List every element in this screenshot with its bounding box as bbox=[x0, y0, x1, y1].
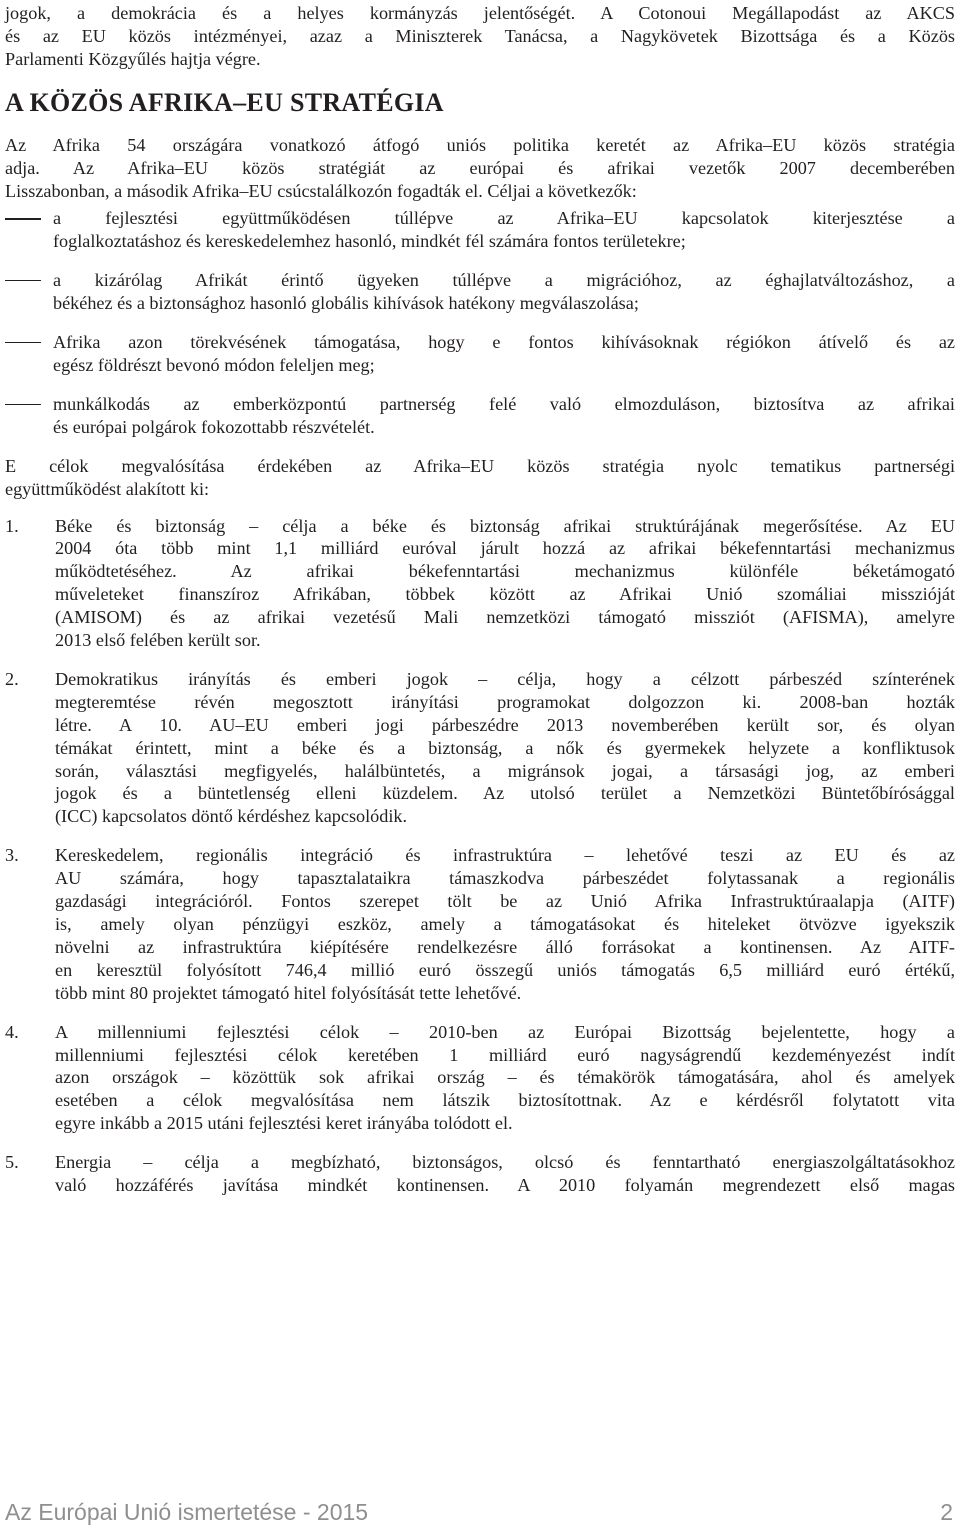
dash-bullet-icon bbox=[5, 404, 41, 405]
dash-bullet-icon bbox=[5, 218, 41, 219]
item-line: Energia – célja a megbízható, biztonságos, olcsó és fenntartható energiaszolgáltatásokhoz bbox=[55, 1152, 955, 1173]
strategy-line: adja. Az Afrika–EU közös stratégiát az európai és afrikai vezetők 2007 decemberében bbox=[5, 157, 955, 178]
partnership-list bbox=[5, 515, 955, 1197]
partnership-item bbox=[5, 1021, 955, 1136]
item-line: témákat érintett, mint a béke és a biztonság, a nők és gyermekek helyzete a konfliktusok bbox=[55, 737, 955, 758]
page-number: 2 bbox=[940, 1499, 953, 1525]
intro-line: jogok, a demokrácia és a helyes kormányzás jelentőségét. A Cotonoui Megállapodást az AKCS bbox=[5, 3, 955, 23]
partnership-item bbox=[5, 668, 955, 828]
objective-line: és európai polgárok fokozottabb részvételét. bbox=[53, 416, 375, 437]
item-number: 2. bbox=[5, 668, 19, 689]
goals-paragraph bbox=[5, 455, 955, 501]
item-line: (AMISOM) és az afrikai vezetésű Mali nemzetközi támogató missziót (AFISMA), amelyre bbox=[55, 607, 955, 628]
objective-line: foglalkoztatáshoz és kereskedelemhez hasonló, mindkét fél számára fontos területekre; bbox=[53, 231, 686, 252]
item-line: 2013 első felében került sor. bbox=[55, 630, 261, 651]
item-line: AU számára, hogy tapasztalataikra támaszkodva párbeszédet folytassanak a regionális bbox=[55, 868, 955, 889]
item-line: millenniumi fejlesztési célok keretében 1 milliárd euró nagyságrendű kezdeményezést indít bbox=[55, 1044, 955, 1065]
item-number: 1. bbox=[5, 515, 19, 536]
item-line: jogok és a büntetlenség elleni küzdelem. Az utolsó terület a Nemzetközi Büntetőbírósággal bbox=[55, 783, 955, 804]
item-line: megteremtése révén megosztott irányítási programokat dolgozzon ki. 2008-ban hozták bbox=[55, 691, 955, 712]
objective-line: a kizárólag Afrikát érintő ügyeken túllépve a migrációhoz, az éghajlatváltozáshoz, a bbox=[53, 270, 955, 291]
item-line: létre. A 10. AU–EU emberi jogi párbeszédre 2013 novemberében került sor, és olyan bbox=[55, 714, 955, 735]
item-line: való hozzáférés javítása mindkét kontinensen. A 2010 folyamán megrendezett első magas bbox=[55, 1175, 955, 1196]
partnership-item bbox=[5, 1151, 955, 1197]
item-line: egyre inkább a 2015 utáni fejlesztési keret irányába tolódott el. bbox=[55, 1113, 513, 1134]
item-line: során, választási megfigyelés, halálbüntetés, a migránsok jogai, a társasági jog, az emberi bbox=[55, 760, 955, 781]
objective-item bbox=[5, 331, 955, 377]
footer-title: Az Európai Unió ismertetése - 2015 bbox=[5, 1499, 369, 1525]
item-number: 4. bbox=[5, 1021, 19, 1042]
item-number: 5. bbox=[5, 1152, 19, 1173]
item-line: en keresztül folyósított 746,4 millió euró összegű uniós támogatás 6,5 milliárd euró értékű, bbox=[55, 959, 955, 980]
item-number: 3. bbox=[5, 845, 19, 866]
item-line: gazdasági integrációról. Fontos szerepet tölt be az Unió Afrika Infrastruktúraalapja (AITF) bbox=[55, 891, 955, 912]
objective-item bbox=[5, 393, 955, 439]
dash-bullet-icon bbox=[5, 342, 41, 343]
dash-bullet-icon bbox=[5, 280, 41, 281]
item-line: Béke és biztonság – célja a béke és biztonság afrikai struktúrájának megerősítése. Az EU bbox=[55, 515, 955, 536]
objective-line: békéhez és a biztonsághoz hasonló globális kihívások hatékony megválaszolása; bbox=[53, 293, 639, 314]
strategy-line: Az Afrika 54 országára vonatkozó átfogó uniós politika keretét az Afrika–EU közös stratégia bbox=[5, 134, 955, 155]
intro-line: Parlamenti Közgyűlés hajtja végre. bbox=[5, 48, 261, 69]
strategy-paragraph bbox=[5, 134, 955, 203]
item-line: növelni az infrastruktúra kiépítésére rendelkezésre álló forrásokat a kontinensen. Az AITF- bbox=[55, 936, 955, 957]
item-line: több mint 80 projektet támogató hitel folyósítását tette lehetővé. bbox=[55, 982, 522, 1003]
item-line: Kereskedelem, regionális integráció és infrastruktúra – lehetővé teszi az EU és az bbox=[55, 845, 955, 866]
strategy-line: Lisszabonban, a második Afrika–EU csúcstalálkozón fogadták el. Céljai a következők: bbox=[5, 180, 637, 201]
item-line: A millenniumi fejlesztési célok – 2010-ben az Európai Bizottság bejelentette, hogy a bbox=[55, 1021, 955, 1042]
item-line: 2004 óta több mint 1,1 milliárd euróval járult hozzá az afrikai békefenntartási mechanizmus bbox=[55, 538, 955, 559]
objective-line: Afrika azon törekvésének támogatása, hogy e fontos kihívásoknak régiókon átívelő és az bbox=[53, 332, 955, 353]
goals-line: E célok megvalósítása érdekében az Afrika–EU közös stratégia nyolc tematikus partnerségi bbox=[5, 455, 955, 476]
item-line: műveleteket finanszíroz Afrikában, többek között az Afrikai Unió szomáliai misszióját bbox=[55, 584, 955, 605]
partnership-item bbox=[5, 515, 955, 652]
document-page bbox=[5, 0, 955, 1213]
intro-line: és az EU közös intézményei, azaz a Miniszterek Tanácsa, a Nagykövetek Bizottsága és a Közös bbox=[5, 25, 955, 46]
intro-paragraph bbox=[5, 0, 955, 71]
item-line: esetében a célok megvalósítása nem látszik biztosítottnak. Az e kérdésről folytatott vita bbox=[55, 1090, 955, 1111]
item-line: működtetéséhez. Az afrikai békefenntartási mechanizmus különféle béketámogató bbox=[55, 561, 955, 582]
section-heading: A KÖZÖS AFRIKA–EU STRATÉGIA bbox=[5, 87, 444, 117]
partnership-item bbox=[5, 844, 955, 1004]
item-line: (ICC) kapcsolatos döntő kérdéshez kapcsolódik. bbox=[55, 806, 408, 827]
item-line: Demokratikus irányítás és emberi jogok – célja, hogy a célzott párbeszéd színterének bbox=[55, 668, 955, 689]
page-footer bbox=[5, 1497, 955, 1527]
goals-line: együttműködést alakított ki: bbox=[5, 478, 210, 499]
objective-item bbox=[5, 207, 955, 253]
item-line: is, amely olyan pénzügyi eszköz, amely a támogatásokat és hiteleket ötvözve igyekszik bbox=[55, 914, 955, 934]
objective-line: a fejlesztési együttműködésen túllépve az Afrika–EU kapcsolatok kiterjesztése a bbox=[53, 208, 955, 229]
objective-line: egész földrészt bevonó módon feleljen meg; bbox=[53, 354, 375, 375]
objective-item bbox=[5, 269, 955, 315]
objective-line: munkálkodás az emberközpontú partnerség felé való elmozduláson, biztosítva az afrikai bbox=[53, 393, 955, 414]
objectives-list bbox=[5, 207, 955, 438]
item-line: azon országok – közöttük sok afrikai ország – és témakörök támogatására, ahol és amelyek bbox=[55, 1067, 955, 1088]
